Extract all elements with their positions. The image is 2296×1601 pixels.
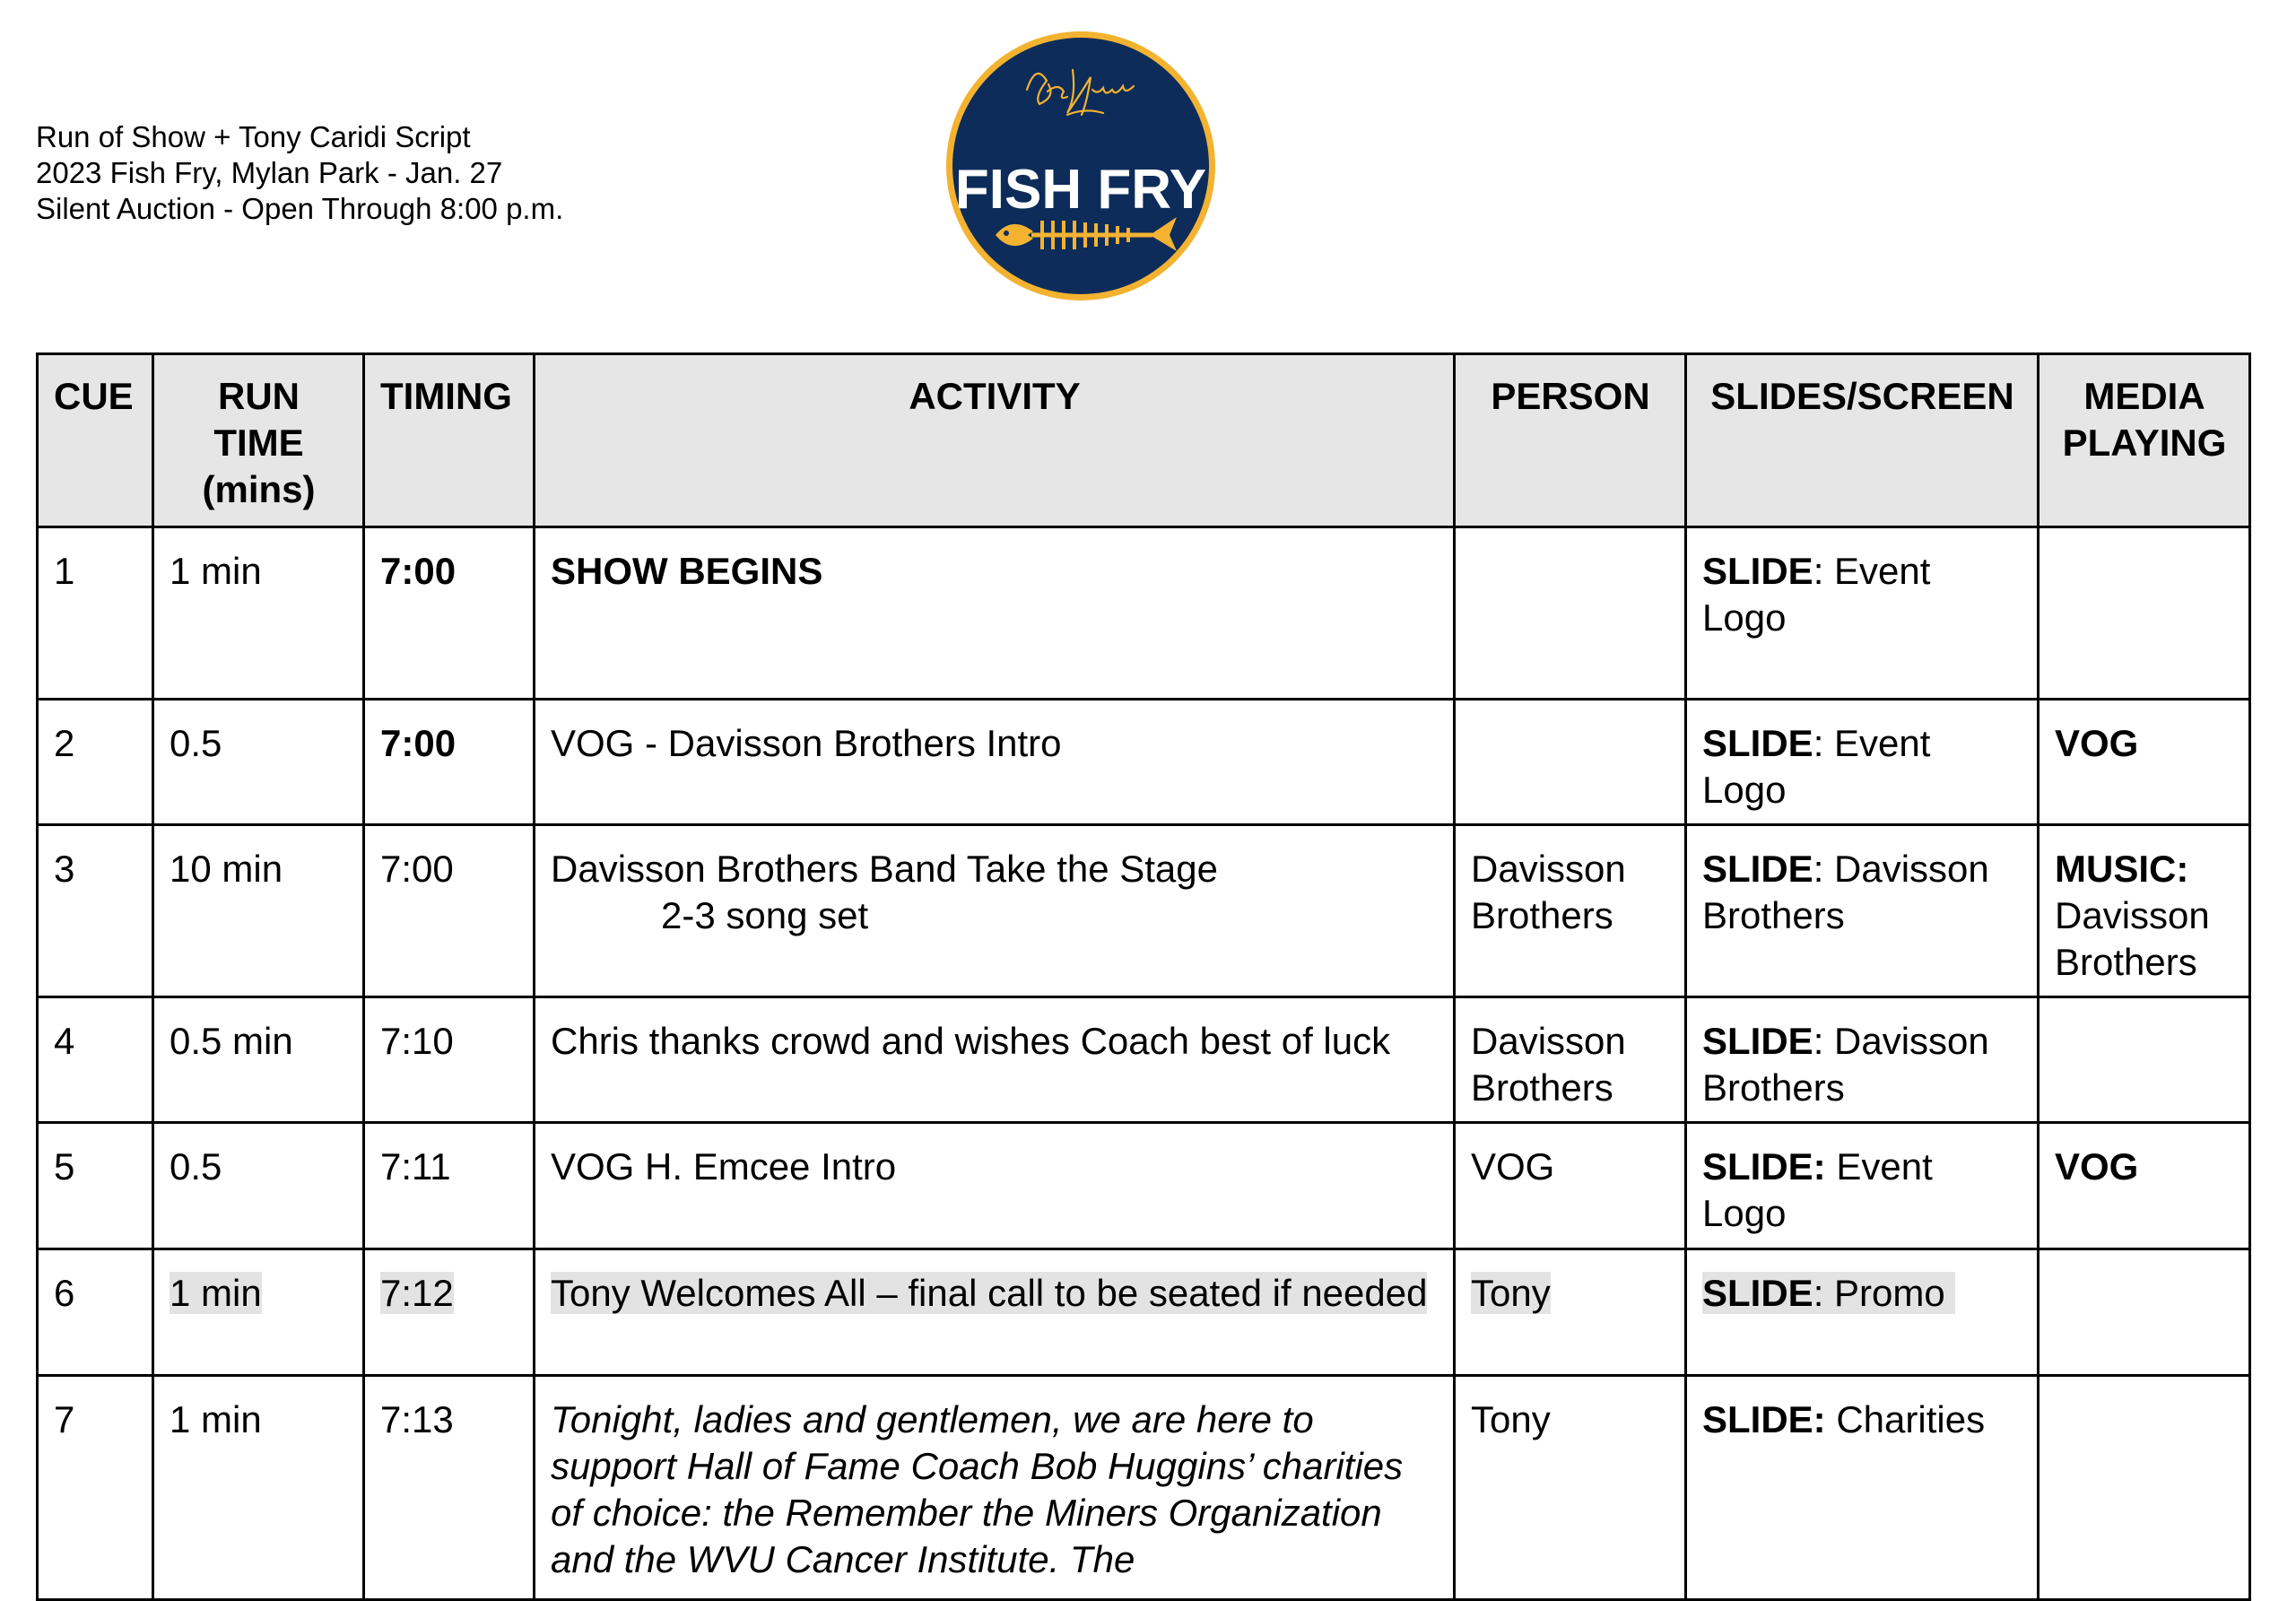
slides-cell: SLIDE: Promo (1686, 1249, 2039, 1376)
table-row (38, 997, 2250, 1123)
timing-cell: 7:00 (364, 700, 535, 825)
media-cell: VOG (2039, 700, 2250, 825)
logo-title: FISH FRY (954, 159, 1207, 221)
slides-cell: SLIDE: Davisson Brothers (1686, 825, 2039, 997)
slides-cell: SLIDE: Event Logo (1686, 700, 2039, 825)
slides-cell: SLIDE: Charities (1686, 1376, 2039, 1600)
table-row (38, 700, 2250, 825)
cue-cell: 4 (38, 997, 153, 1123)
activity-cell: Chris thanks crowd and wishes Coach best of luck (535, 997, 1455, 1123)
cue-cell: 1 (38, 527, 153, 700)
timing-cell: 7:11 (364, 1123, 535, 1249)
run-time-cell: 0.5 (153, 1123, 364, 1249)
run-time-cell: 1 min (153, 1376, 364, 1600)
table-row (38, 1123, 2250, 1249)
table-row (38, 1376, 2250, 1600)
run-time-cell: 0.5 (153, 700, 364, 825)
col-header-timing: TIMING (364, 354, 535, 527)
cue-cell: 5 (38, 1123, 153, 1249)
timing-cell: 7:12 (364, 1249, 535, 1376)
table-row (38, 1249, 2250, 1376)
header-event-line: 2023 Fish Fry, Mylan Park - Jan. 27 (36, 156, 503, 189)
fish-fry-logo (942, 27, 1220, 305)
run-of-show-table (36, 352, 2251, 1601)
person-cell: Davisson Brothers (1455, 825, 1686, 997)
media-cell (2039, 527, 2250, 700)
timing-cell: 7:00 (364, 527, 535, 700)
cue-cell: 6 (38, 1249, 153, 1376)
col-header-slides: SLIDES/SCREEN (1686, 354, 2039, 527)
slides-cell: SLIDE: Davisson Brothers (1686, 997, 2039, 1123)
timing-cell: 7:00 (364, 825, 535, 997)
media-cell: MUSIC: Davisson Brothers (2039, 825, 2250, 997)
slides-cell: SLIDE: Event Logo (1686, 1123, 2039, 1249)
table-row (38, 825, 2250, 997)
media-cell (2039, 997, 2250, 1123)
activity-cell: Tony Welcomes All – final call to be seated if needed (535, 1249, 1455, 1376)
col-header-person: PERSON (1455, 354, 1686, 527)
activity-cell: Davisson Brothers Band Take the Stage 2-3 song set (535, 825, 1455, 997)
run-time-cell: 10 min (153, 825, 364, 997)
timing-cell: 7:13 (364, 1376, 535, 1600)
media-cell (2039, 1249, 2250, 1376)
activity-subnote: 2-3 song set (661, 894, 869, 936)
run-time-cell: 1 min (153, 527, 364, 700)
col-header-run-time: RUN TIME (mins) (153, 354, 364, 527)
person-cell: Davisson Brothers (1455, 997, 1686, 1123)
cue-cell: 2 (38, 700, 153, 825)
person-cell: Tony (1455, 1376, 1686, 1600)
person-cell (1455, 527, 1686, 700)
person-cell (1455, 700, 1686, 825)
header-title: Run of Show + Tony Caridi Script (36, 120, 471, 153)
col-header-activity: ACTIVITY (535, 354, 1455, 527)
col-header-cue: CUE (38, 354, 153, 527)
cue-cell: 7 (38, 1376, 153, 1600)
document-header (36, 119, 563, 227)
slides-cell: SLIDE: Event Logo (1686, 527, 2039, 700)
person-cell: Tony (1455, 1249, 1686, 1376)
activity-cell: SHOW BEGINS (535, 527, 1455, 700)
activity-cell: Tonight, ladies and gentlemen, we are here to support Hall of Fame Coach Bob Huggins’ charities of choice: the Remember the Miners Organization and the WVU Cancer Institute. The (535, 1376, 1455, 1600)
table-row (38, 527, 2250, 700)
run-time-cell: 0.5 min (153, 997, 364, 1123)
activity-cell: VOG - Davisson Brothers Intro (535, 700, 1455, 825)
run-time-cell: 1 min (153, 1249, 364, 1376)
timing-cell: 7:10 (364, 997, 535, 1123)
header-auction-line: Silent Auction - Open Through 8:00 p.m. (36, 192, 564, 225)
person-cell: VOG (1455, 1123, 1686, 1249)
media-cell: VOG (2039, 1123, 2250, 1249)
cue-cell: 3 (38, 825, 153, 997)
col-header-media: MEDIA PLAYING (2039, 354, 2250, 527)
table-header-row (38, 354, 2250, 527)
media-cell (2039, 1376, 2250, 1600)
activity-cell: VOG H. Emcee Intro (535, 1123, 1455, 1249)
